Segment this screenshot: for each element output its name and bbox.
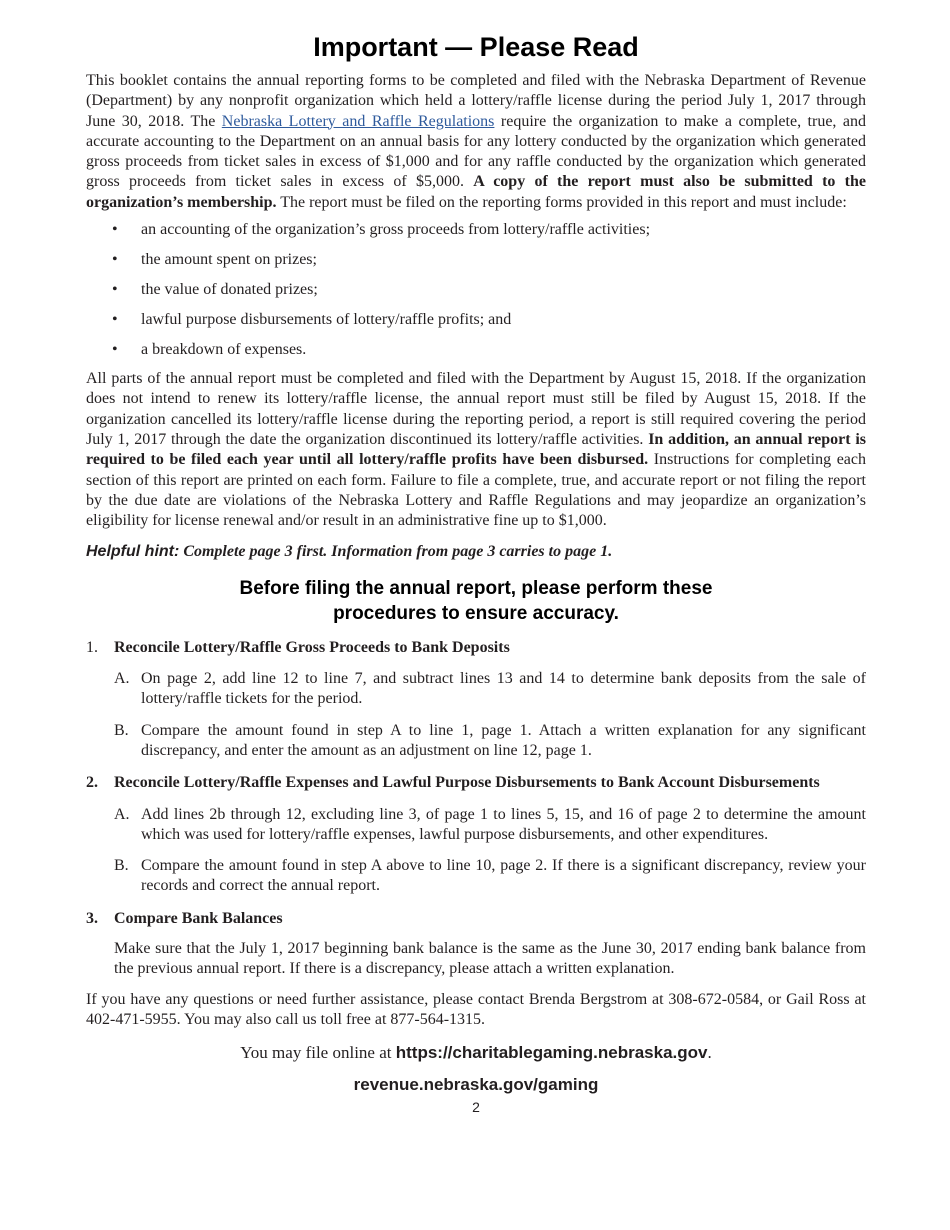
procedure-step-2 [86,773,866,793]
file-online-line [86,1042,866,1064]
step-number: 2. [86,774,98,792]
helpful-hint [86,542,866,562]
step-2-sub-a [86,805,866,846]
report-contents-list [86,220,866,360]
file-online-url[interactable]: https://charitablegaming.nebraska.gov [395,1043,708,1063]
page-number: 2 [472,1099,480,1116]
website-url[interactable]: revenue.nebraska.gov/gaming [353,1075,599,1095]
procedures-heading-line: Before filing the annual report, please perform these [239,577,713,599]
list-item-text: the value of donated prizes; [141,281,318,299]
step-3-body: Make sure that the July 1, 2017 beginning bank balance is the same as the June 30, 2017 ending bank balance from the previous annual report. If there is a discrepancy, please attach a written explanation. [114,940,866,978]
list-item-text: a breakdown of expenses. [141,341,307,359]
step-heading: Reconcile Lottery/Raffle Gross Proceeds to Bank Deposits [114,638,510,656]
step-heading: Compare Bank Balances [114,909,283,927]
list-item [86,250,866,270]
procedure-step-1 [86,638,866,658]
sub-letter: B. [114,721,129,739]
page-title: Important — Please Read [313,32,639,62]
hint-text: Complete page 3 first. Information from page 3 carries to page 1. [179,543,613,561]
file-online-prefix: You may file online at [240,1043,396,1063]
deadline-text-end: Instructions for completing each section of this report are printed on each form. Failure to file a complete, true, and accurate report or not filing the report by the due date are violations of the Nebraska Lottery and Raffle Regulations and may jeopardize an organization’s eligibility for license renewal and/or result in an administrative fine up to $1,000. [86,451,866,530]
intro-text-middle: require the organization to make a complete, true, and accurate accounting to the Department on an annual basis for any lottery conducted by the organization which generated gross proceeds from ticket sales in excess of $1,000 and for any raffle conducted by the organization which generated gross proceeds from ticket sales in excess of $5,000. [86,112,867,191]
intro-bold-text: A copy of the report must also be submitted to the organization’s membership. [86,173,866,211]
procedures-heading [86,576,866,626]
sub-text: Compare the amount found in step A above to line 10, page 2. If there is a significant discrepancy, review your records and correct the annual report. [141,857,866,895]
deadline-bold-text: In addition, an annual report is required to be filed each year until all lottery/raffle profits have been disbursed. [86,430,867,469]
deadline-text-start: All parts of the annual report must be completed and filed with the Department by August 15, 2018. If the organization does not intend to renew its lottery/raffle license, the annual report must still be filed by August 15, 2018. If the organization cancelled its lottery/raffle license during the reporting period, a report is still required covering the period July 1, 2017 through the date the organization discontinued its lottery/raffle activities. [86,370,866,448]
bullet-icon: • [112,251,118,269]
bullet-icon: • [112,221,118,239]
list-item [86,280,866,300]
sub-text: Compare the amount found in step A to line 1, page 1. Attach a written explanation for any significant discrepancy, and enter the amount as an adjustment on line 12, page 1. [141,721,866,759]
sub-text: On page 2, add line 12 to line 7, and subtract lines 13 and 14 to determine bank deposits from the sale of lottery/raffle tickets for the period. [141,670,866,708]
step-heading: Reconcile Lottery/Raffle Expenses and Lawful Purpose Disbursements to Bank Account Disbursements [114,774,820,792]
step-1-sub-a [86,669,866,710]
intro-paragraph [86,71,866,213]
step-1-sub-b [86,721,866,762]
deadline-paragraph [86,369,866,531]
list-item-text: lawful purpose disbursements of lottery/raffle profits; and [141,311,512,329]
procedures-heading-line: procedures to ensure accuracy. [333,602,619,624]
list-item-text: an accounting of the organization’s gross proceeds from lottery/raffle activities; [141,221,651,239]
sub-text: Add lines 2b through 12, excluding line 3, of page 1 to lines 5, 15, and 16 of page 2 to determine the amount which was used for lottery/raffle expenses, lawful purpose disbursements, and other expenditures. [141,805,866,843]
sub-letter: A. [114,805,130,823]
bullet-icon: • [112,341,118,359]
list-item [86,340,866,360]
bullet-icon: • [112,311,118,329]
bullet-icon: • [112,281,118,299]
list-item [86,220,866,240]
regulations-link[interactable]: Nebraska Lottery and Raffle Regulations [221,112,495,130]
list-item-text: the amount spent on prizes; [141,251,317,269]
sub-letter: B. [114,857,129,875]
hint-label: Helpful hint: [86,543,180,561]
procedure-step-3 [86,909,866,929]
document-page [86,30,866,1116]
file-online-suffix: . [707,1043,712,1063]
intro-text-end: The report must be filed on the reporting forms provided in this report and must include: [276,193,847,211]
step-number: 1. [86,638,98,656]
contact-paragraph: If you have any questions or need further assistance, please contact Brenda Bergstrom at 308-672-0584, or Gail Ross at 402-471-5955. You may also call us toll free at 877-564-1315. [86,990,866,1028]
step-number: 3. [86,909,98,927]
sub-letter: A. [114,670,130,688]
intro-text-start: This booklet contains the annual reporting forms to be completed and filed with the Nebraska Department of Revenue (Department) by any nonprofit organization which held a lottery/raffle license during the period July 1, 2017 through June 30, 2018. The [86,72,866,130]
step-2-sub-b [86,856,866,897]
list-item [86,310,866,330]
